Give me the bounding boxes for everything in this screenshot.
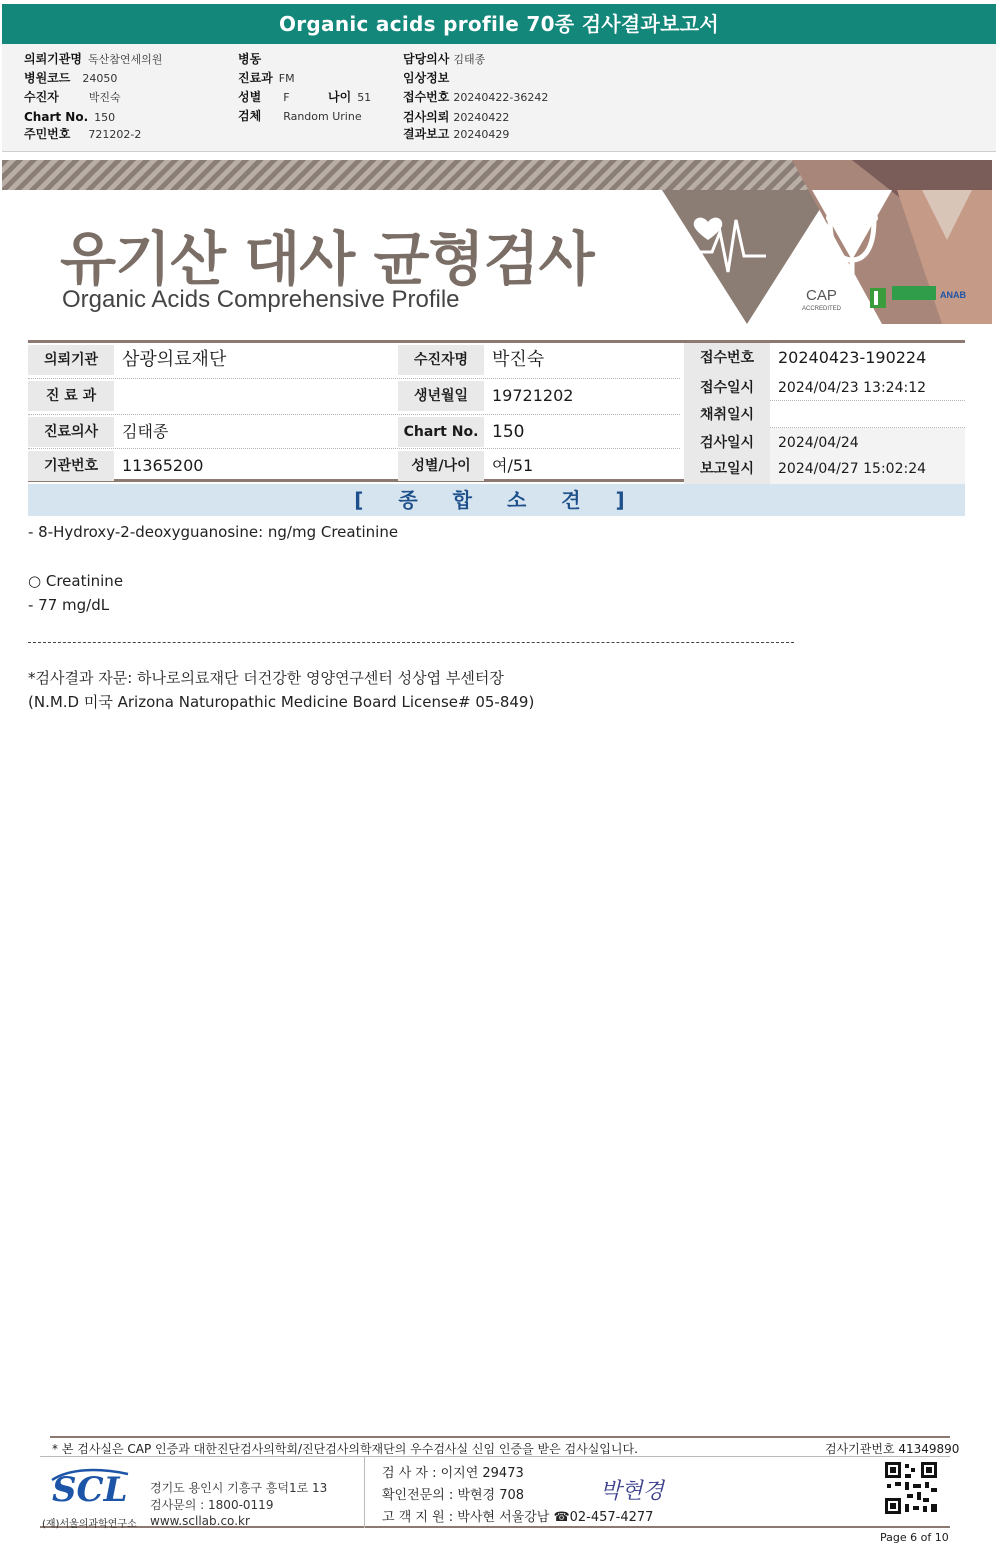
top-patient: 수진자 박진숙 (24, 90, 121, 104)
top-hospital: 의뢰기관명 독산참연세의원 (24, 52, 163, 66)
doctor-label: 진료의사 (28, 417, 114, 447)
kola-logo (892, 286, 936, 300)
report-title: Organic acids profile 70종 검사결과보고서 (2, 4, 996, 44)
top-age: 나이 51 (328, 90, 372, 104)
anab-text: ANAB (940, 290, 966, 300)
summary-line-advisor: *검사결과 자문: 하나로의료재단 더건강한 영양연구센터 성상엽 부센터장 (28, 669, 504, 687)
cap-accredited-text: ACCREDITED (802, 306, 842, 312)
footer-inquiry: 검사문의 : 1800-0119 (150, 1498, 274, 1512)
footer-website[interactable]: www.scllab.co.kr (150, 1514, 250, 1528)
name-value: 박진숙 (492, 349, 545, 370)
footer-address: 경기도 용인시 기흥구 흥덕1로 13 (150, 1481, 328, 1495)
summary-header: [ 종 합 소 견 ] (28, 484, 965, 516)
chart-value: 150 (492, 422, 525, 442)
qr-code-icon (883, 1460, 939, 1516)
birth-value: 19721202 (492, 386, 574, 405)
summary-line-ohdg: - 8-Hydroxy-2-deoxyguanosine: ng/mg Creatinine (28, 523, 399, 541)
footer-support: 고 객 지 원 : 박사현 서울강남 ☎02-457-4277 (382, 1510, 654, 1525)
inst-no-label: 기관번호 (28, 451, 114, 481)
lmi-logo (870, 288, 886, 308)
name-label: 수진자명 (398, 345, 484, 375)
receipt-dt-label: 접수일시 (684, 373, 770, 403)
top-request: 검사의뢰 20240422 (403, 110, 510, 124)
top-chart: Chart No. 150 (24, 110, 116, 124)
top-sex: 성별 F (238, 90, 290, 104)
top-result: 결과보고 20240429 (403, 127, 510, 141)
sexage-value: 여/51 (492, 456, 534, 475)
scl-logo-subtitle: (재)서울의과학연구소 (42, 1519, 137, 1530)
banner-graphic (642, 160, 992, 324)
row-divider (770, 427, 965, 428)
top-dept: 진료과 FM (238, 71, 295, 85)
test-dt-value: 2024/04/24 (770, 428, 965, 458)
collect-label: 채취일시 (684, 400, 770, 430)
receipt-no-value: 20240423-190224 (778, 348, 927, 367)
footer-org-number: 검사기관번호 41349890 (825, 1442, 960, 1456)
cap-logo (802, 287, 842, 312)
footer-tester: 검 사 자 : 이지연 29473 (382, 1466, 524, 1481)
banner (2, 160, 992, 324)
banner-title-korean: 유기산 대사 균형검사 (60, 225, 594, 293)
scl-logo: SCL (52, 1470, 128, 1510)
dept-label: 진 료 과 (28, 381, 114, 411)
top-clinical: 임상정보 (403, 71, 450, 85)
receipt-dt-value: 2024/04/23 13:24:12 (778, 380, 927, 396)
summary-line-creatinine-value: - 77 mg/dL (28, 596, 110, 614)
top-ssn: 주민번호 721202-2 (24, 127, 142, 141)
top-doctor: 담당의사 김태종 (403, 52, 486, 66)
signature: 박현경 (600, 1479, 664, 1504)
row-divider (770, 400, 965, 401)
summary-line-license: (N.M.D 미국 Arizona Naturopathic Medicine Board License# 05-849) (28, 693, 535, 711)
anab-logo (940, 290, 966, 300)
footer-confirm: 확인전문의 : 박현경 708 (382, 1488, 525, 1503)
receipt-no-label: 접수번호 (684, 343, 770, 373)
footer-divider (364, 1456, 365, 1528)
top-ward: 병동 (238, 52, 262, 66)
sexage-label: 성별/나이 (398, 451, 484, 481)
chart-label: Chart No. (398, 417, 484, 447)
page-number: Page 6 of 10 (880, 1531, 949, 1544)
footer-top-rule (50, 1436, 950, 1438)
summary-line-creatinine-title: ○ Creatinine (28, 572, 124, 590)
report-dt-label: 보고일시 (684, 454, 770, 484)
dashed-divider (28, 642, 794, 643)
institution-value: 삼광의료재단 (122, 349, 227, 370)
top-info-panel (2, 44, 996, 152)
report-dt-value: 2024/04/27 15:02:24 (770, 454, 965, 484)
row-divider (28, 414, 680, 415)
birth-label: 생년월일 (398, 381, 484, 411)
institution-label: 의뢰기관 (28, 345, 114, 375)
row-divider (28, 378, 680, 379)
top-receipt: 접수번호 20240422-36242 (403, 90, 549, 104)
patient-info-table (28, 340, 965, 482)
inst-no-value: 11365200 (122, 456, 204, 475)
footer-cert-note: * 본 검사실은 CAP 인증과 대한진단검사의학회/진단검사의학재단의 우수검사실 신임 인증을 받은 검사실입니다. (52, 1442, 638, 1456)
doctor-value: 김태종 (122, 422, 169, 441)
banner-title-english: Organic Acids Comprehensive Profile (62, 286, 460, 313)
top-specimen: 검체 Random Urine (238, 109, 362, 123)
cap-text: CAP (806, 287, 837, 304)
row-divider (28, 448, 680, 449)
top-code: 병원코드 24050 (24, 71, 118, 85)
test-dt-label: 검사일시 (684, 428, 770, 458)
